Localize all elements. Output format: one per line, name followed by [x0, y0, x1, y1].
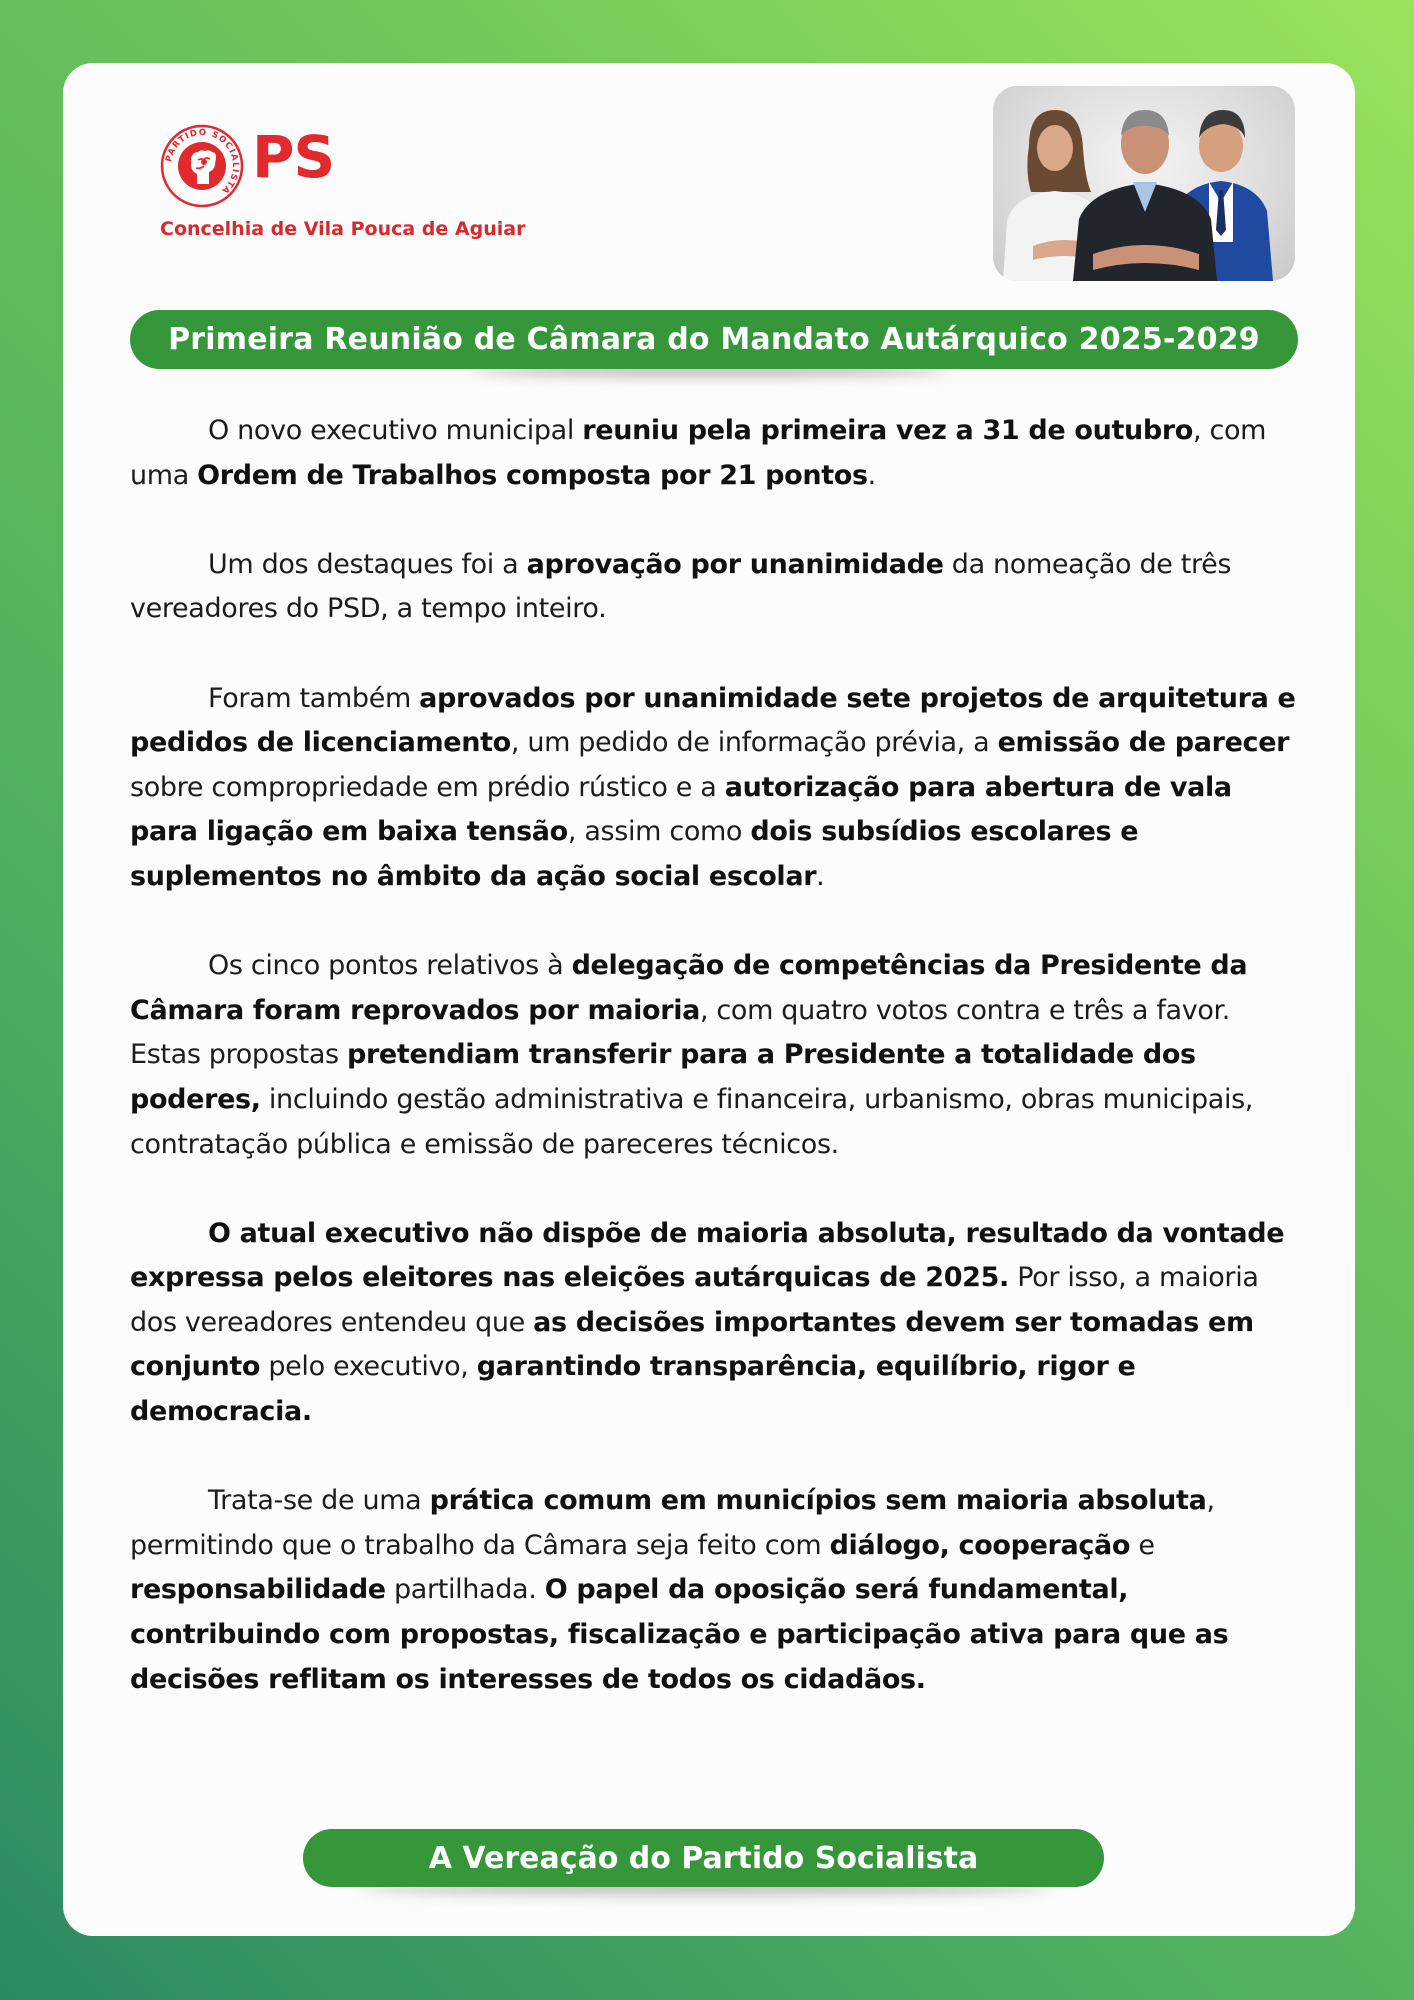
text-segment: partilhada.: [385, 1574, 545, 1606]
article-body: [130, 409, 1300, 1747]
text-segment: .: [867, 459, 876, 491]
headline-banner: Primeira Reunião de Câmara do Mandato Autárquico 2025-2029: [130, 310, 1298, 369]
bold-text-segment: autorização para abertura de vala para ligação em baixa tensão: [130, 771, 1232, 848]
text-segment: Por isso, a maioria dos vereadores entendeu que: [130, 1262, 1259, 1338]
bold-text-segment: O atual executivo não dispõe de maioria absoluta, resultado da vontade expressa pelos eleitores nas eleições autárquicas de 2025.: [130, 1217, 1285, 1294]
text-segment: , com uma: [130, 415, 1267, 491]
text-segment: Trata-se de uma: [208, 1485, 430, 1517]
bold-text-segment: diálogo, cooperação: [829, 1529, 1131, 1561]
ps-logo: [160, 124, 560, 244]
text-segment: O novo executivo municipal: [208, 415, 583, 446]
text-segment: Foram também: [208, 682, 420, 714]
bold-text-segment: reuniu pela primeira vez a 31 de outubro: [582, 415, 1194, 446]
team-photo: [993, 86, 1295, 281]
paragraph: [130, 944, 1300, 1167]
text-segment: sobre compropriedade em prédio rústico e a: [130, 771, 725, 803]
seal-text: PARTIDO SOCIALISTA: [164, 127, 241, 196]
paragraph: [130, 1479, 1300, 1702]
paragraph: [130, 409, 1300, 498]
text-segment: .: [816, 860, 825, 892]
bold-text-segment: delegação de competências da Presidente da Câmara foram reprovados por maioria: [130, 950, 1248, 1026]
text-segment: Um dos destaques foi a: [208, 548, 527, 580]
text-segment: , um pedido de informação prévia, a: [510, 727, 998, 759]
signature-banner: A Vereação do Partido Socialista: [303, 1829, 1104, 1887]
paragraph: [130, 543, 1300, 632]
fist-rose-seal-icon: [160, 124, 244, 208]
bold-text-segment: prática comum em municípios sem maioria absoluta: [429, 1485, 1207, 1517]
concelhia-subtitle: Concelhia de Vila Pouca de Aguiar: [160, 218, 526, 240]
bold-text-segment: dois subsídios escolares e suplementos no âmbito da ação social escolar: [130, 816, 1139, 892]
paragraph: [130, 677, 1300, 900]
bold-text-segment: Ordem de Trabalhos composta por 21 pontos: [197, 459, 868, 491]
party-acronym: PS: [252, 123, 335, 191]
bold-text-segment: as decisões importantes devem ser tomadas em conjunto: [130, 1306, 1254, 1383]
text-segment: , permitindo que o trabalho da Câmara seja feito com: [130, 1485, 1215, 1561]
bold-text-segment: aprovados por unanimidade sete projetos de arquitetura e pedidos de licenciamento: [130, 682, 1296, 759]
text-segment: , assim como: [567, 816, 751, 848]
text-segment: da nomeação de três vereadores do PSD, a tempo inteiro.: [130, 548, 1232, 625]
bold-text-segment: emissão de parecer: [997, 727, 1290, 759]
bold-text-segment: responsabilidade: [130, 1574, 386, 1606]
bold-text-segment: aprovação por unanimidade: [526, 548, 944, 580]
bold-text-segment: pretendiam transferir para a Presidente a totalidade dos poderes,: [130, 1039, 1196, 1115]
text-segment: incluindo gestão administrativa e financeira, urbanismo, obras municipais, contratação pública e emissão de pareceres técnicos.: [130, 1083, 1254, 1160]
bold-text-segment: O papel da oposição será fundamental, contribuindo com propostas, fiscalização e participação ativa para que as decisões reflitam os interesses de todos os cidadãos.: [130, 1574, 1229, 1695]
text-segment: , com quatro votos contra e três a favor. Estas propostas: [130, 994, 1230, 1071]
text-segment: e: [1130, 1529, 1155, 1561]
text-segment: pelo executivo,: [260, 1351, 477, 1383]
text-segment: Os cinco pontos relativos à: [208, 950, 572, 982]
paragraph: [130, 1212, 1300, 1435]
bold-text-segment: garantindo transparência, equilíbrio, rigor e democracia.: [130, 1351, 1136, 1428]
